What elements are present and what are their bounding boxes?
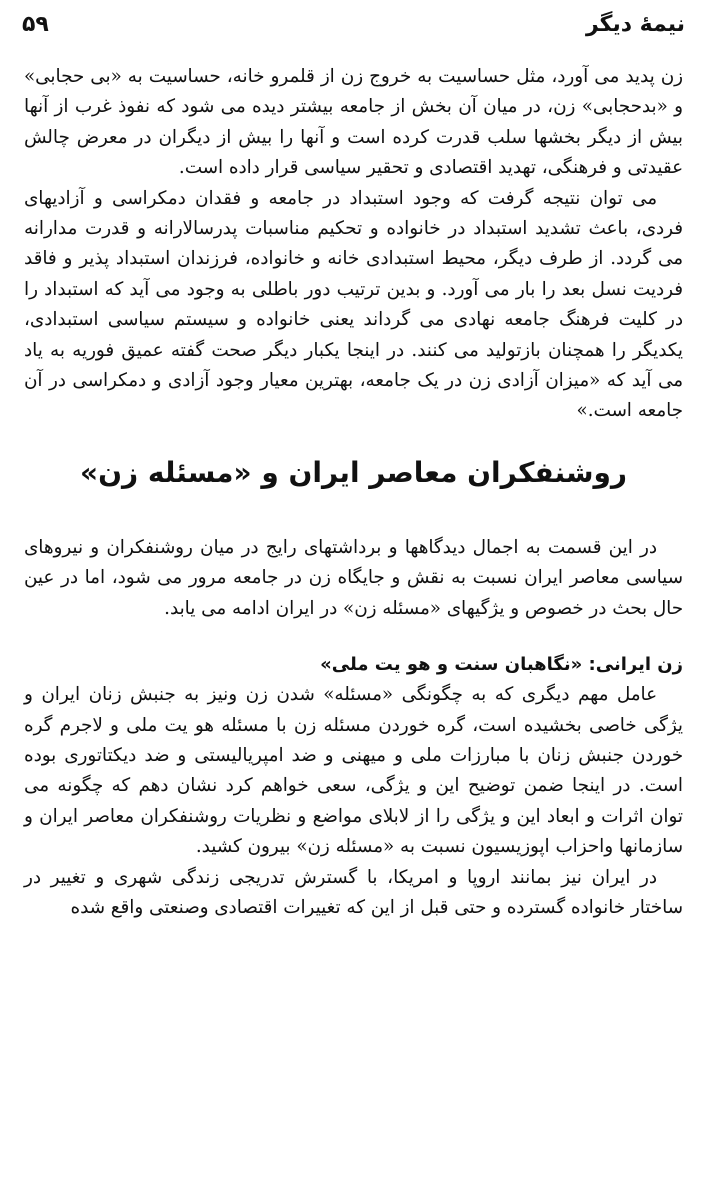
page-body	[24, 62, 683, 923]
paragraph-continuation: زن پدید می آورد، مثل حساسیت به خروج زن از قلمرو خانه، حساسیت به «بی حجابی» و «بدحجابی» زن، در میان آن بخش از جامعه بیشتر دیده می شود که نفوذ غرب از آنها بیش از دیگر بخشها سلب قدرت کرده است و آنها را بیش از دیگران در معرض چالش عقیدتی و فرهنگی، تهدید اقتصادی و تحقیر سیاسی قرار داده است.	[24, 66, 683, 179]
paragraph-section-intro: در این قسمت به اجمال دیدگاهها و برداشتهای رایج در میان روشنفکران و نیروهای سیاسی معاصر ایران نسبت به نقش و جایگاه زن در جامعه مرور می شود، اما در عین حال بحث در خصوص و یژگیهای «مسئله زن» در ایران ادامه می یابد.	[24, 536, 683, 619]
paragraph-urbanization: در ایران نیز بمانند اروپا و امریکا، با گسترش تدریجی زندگی شهری و تغییر در ساختار خانواده گسترده و حتی قبل از این که تغییرات اقتصادی وصنعتی واقع شده	[24, 866, 683, 918]
section-heading: روشنفکران معاصر ایران و «مسئله زن»	[80, 455, 627, 489]
running-header	[22, 10, 685, 44]
page-number: ۵۹	[22, 12, 49, 37]
book-title: نیمهٔ دیگر	[585, 12, 685, 37]
subsection-heading: زن ایرانی: «نگاهبان سنت و هو یت ملی»	[320, 654, 683, 676]
paragraph-despotism-conclusion: می توان نتیجه گرفت که وجود استبداد در جامعه و فقدان دمکراسی و آزادیهای فردی، باعث تشدید استبداد در خانواده و تحکیم مناسبات پدرسالارانه و قدرت مدارانه می گردد. از طرف دیگر، محیط استبدادی خانه و خانواده، فرزندان استبداد پذیر و فاقد فردیت نسل بعد را بار می آورد. و بدین ترتیب دور باطلی به وجود می آید که استبداد را در کلیت فرهنگ جامعه نهادی می گرداند یعنی خانواده و سیستم سیاسی استبدادی، یکدیگر را همچنان بازتولید می کنند. در اینجا یکبار دیگر صحت گفته عمیق فوریه به یاد می آید که «میزان آزادی زن در یک جامعه، بهترین معیار وجود آزادی و دمکراسی در آن جامعه است.»	[24, 187, 683, 422]
paragraph-national-identity: عامل مهم دیگری که به چگونگی «مسئله» شدن زن ونیز به جنبش زنان ایران و یژگی خاصی بخشیده است، گره خوردن مسئله زن با مسئله هو یت ملی و لاجرم گره خوردن جنبش زنان با مبارزات ملی و میهنی و ضد امپریالیستی و ضد دیکتاتوری بوده است. در اینجا ضمن توضیح این و یژگی، سعی خواهم کرد نشان دهم که چگونه می توان اثرات و ابعاد این و یژگی را از لابلای مواضع و نظریات روشنفکران معاصر ایران و سازمانها واحزاب اپوزیسیون نسبت به «مسئله زن» بیرون کشید.	[24, 684, 683, 858]
